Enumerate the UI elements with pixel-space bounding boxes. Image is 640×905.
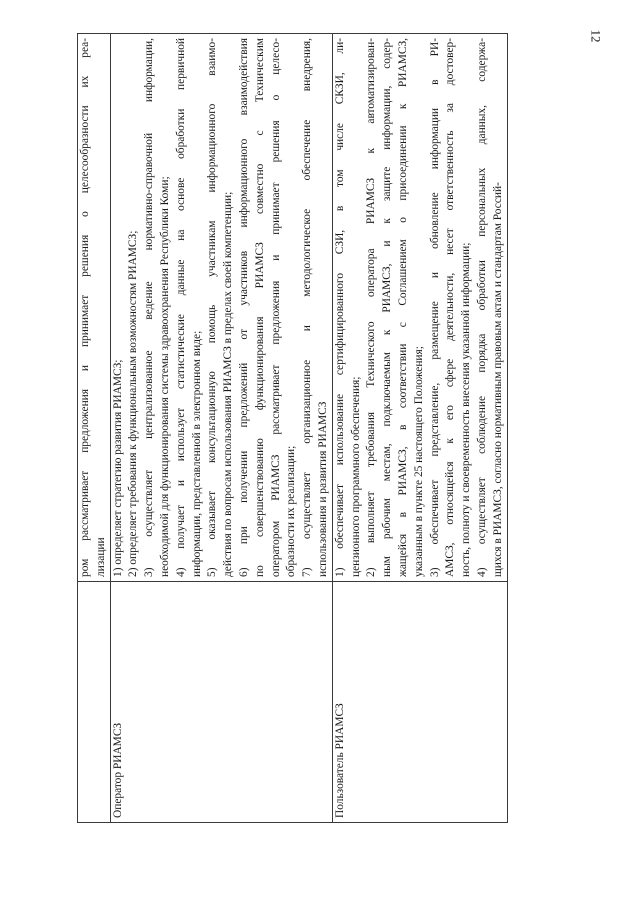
- table-row: [110, 34, 332, 823]
- text-line: образности их реализации;: [285, 445, 298, 577]
- text-line: 1) определяет стратегию развития РИАМСЗ;: [111, 359, 124, 577]
- role-cell: [78, 582, 111, 823]
- text-line: 3) осуществляет централизованное ведение нормативно-справочной информации,: [143, 38, 156, 577]
- text-line: действия по вопросам использования РИАМСЗ в пределах своей компетенции;: [222, 191, 235, 577]
- text-line: жащейся в РИАМСЗ, в соответствии с Соглашением о присоединении к РИАМСЗ,: [396, 38, 409, 577]
- text-line: информации, представленной в электронном виде;: [190, 330, 203, 577]
- text-line: 1) обеспечивает использование сертифицированного СЗИ, в том числе СКЗИ, ли-: [333, 38, 346, 577]
- text-line: АМСЗ, относящейся к его сфере деятельности, несет ответственность за достовер-: [444, 38, 457, 577]
- text-line: 5) оказывает консультационную помощь участникам информационного взаимо-: [206, 38, 219, 577]
- text-line: 4) получает и использует статистические данные на основе обработки первичной: [174, 38, 187, 577]
- text-line: необходимой для функционирования системы здравоохранения Республики Коми;: [158, 176, 171, 577]
- text-line: 2) выполняет требования Технического оператора РИАМСЗ к автоматизирован-: [365, 38, 378, 577]
- text-line: 3) обеспечивает представление, размещение и обновление информации в РИ-: [428, 38, 441, 577]
- text-line: лизации: [94, 537, 107, 577]
- role-cell: Пользователь РИАМСЗ: [332, 582, 507, 823]
- responsibilities-table: [77, 33, 508, 823]
- table-row: [78, 34, 111, 823]
- text-line: 7) осуществляет организационное и методологическое обеспечение внедрения,: [301, 38, 314, 577]
- page-number: 12: [588, 29, 604, 43]
- text-line: указанным в пункте 25 настоящего Положения;: [412, 346, 425, 577]
- duties-cell: [332, 34, 507, 582]
- text-line: использования и развития РИАМСЗ: [316, 401, 329, 577]
- role-cell: Оператор РИАМСЗ: [110, 582, 332, 823]
- table-body: [78, 34, 508, 823]
- text-line: щихся в РИАМСЗ, согласно нормативным правовым актам и стандартам Россий-: [491, 182, 504, 577]
- text-line: 2) определяет требования к функциональным возможностям РИАМСЗ;: [127, 230, 140, 577]
- text-line: цензионного программного обеспечения;: [349, 376, 362, 577]
- text-line: ность, полноту и своевременность внесения указанной информации;: [460, 242, 473, 577]
- text-line: ром рассматривает предложения и принимает решения о целесообразности их реа-: [79, 38, 91, 577]
- duties-cell: [78, 34, 111, 582]
- text-line: оператором РИАМСЗ рассматривает предложения и принимает решения о целесо-: [269, 38, 282, 577]
- duties-cell: [110, 34, 332, 582]
- text-line: 6) при получении предложений от участников информационного взаимодействия: [237, 38, 250, 577]
- text-line: 4) осуществляет соблюдение порядка обработки персональных данных, содержа-: [475, 38, 488, 577]
- table-row: [332, 34, 507, 823]
- text-line: ным рабочим местам, подключаемым к РИАМСЗ, и к защите информации, содер-: [381, 38, 394, 577]
- text-line: по совершенствованию функционирования РИАМСЗ совместно с Техническим: [253, 38, 266, 577]
